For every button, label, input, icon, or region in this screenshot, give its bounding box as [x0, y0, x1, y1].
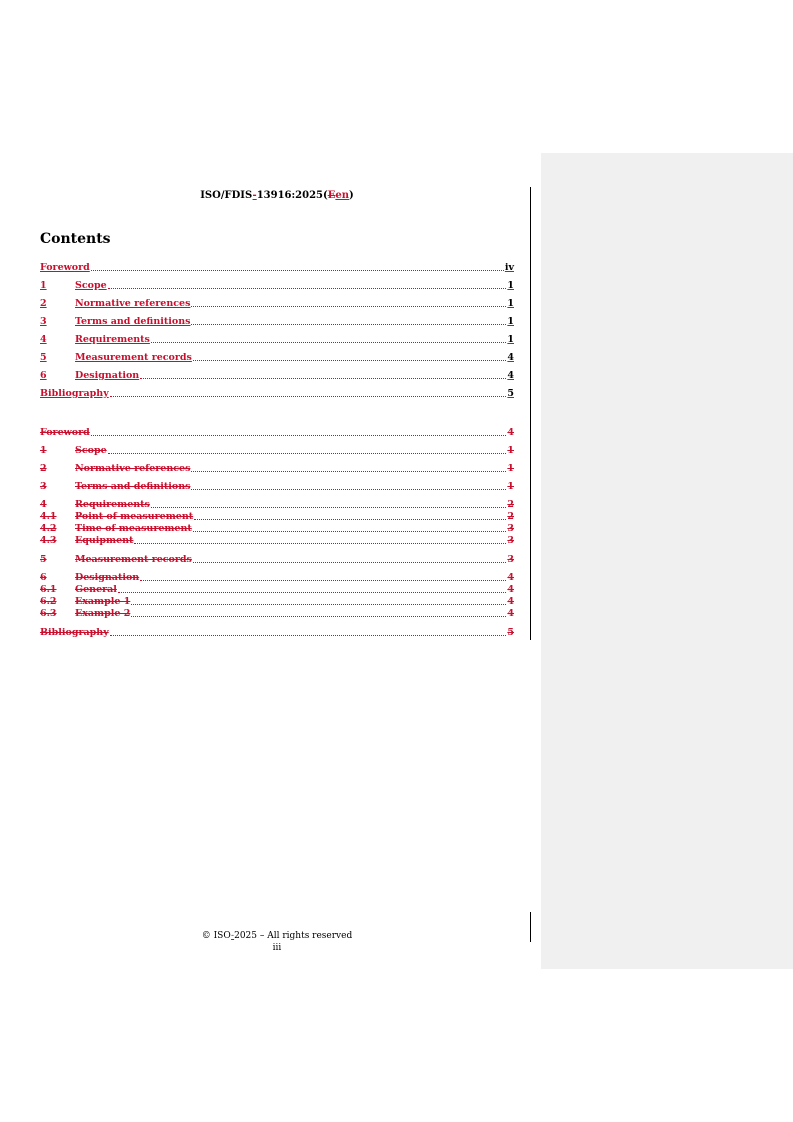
- toc-label: Example 2: [75, 608, 131, 619]
- toc-page: 3: [507, 535, 514, 546]
- toc-entry-designation[interactable]: [40, 370, 514, 382]
- comment-pane: [541, 153, 793, 969]
- toc-page: 5: [507, 388, 514, 399]
- toc-page: 3: [507, 554, 514, 565]
- toc-label: Requirements: [75, 334, 150, 345]
- toc-deleted-point-of-measurement[interactable]: [40, 511, 514, 523]
- toc-num: 6.1: [40, 584, 57, 595]
- toc-label: Scope: [75, 280, 107, 291]
- toc-num: 6.3: [40, 608, 57, 619]
- change-bar-footer: [530, 912, 531, 942]
- toc-page: 1: [507, 334, 514, 345]
- toc-page: 2: [507, 499, 514, 510]
- toc-deleted-general[interactable]: [40, 584, 514, 596]
- leader-dots: [131, 616, 506, 617]
- header-inserted-lang: en: [335, 190, 350, 201]
- header-suffix: ): [349, 190, 354, 201]
- toc-deleted-example-1[interactable]: [40, 596, 514, 608]
- leader-dots: [151, 507, 506, 508]
- header-number: 13916:2025(: [256, 190, 328, 201]
- toc-num: 2: [40, 298, 47, 309]
- toc-label: Time of measurement: [75, 523, 192, 534]
- toc-label: Normative references: [75, 298, 191, 309]
- toc-label: Scope: [75, 445, 107, 456]
- toc-deleted-time-of-measurement[interactable]: [40, 523, 514, 535]
- toc-num: 1: [40, 445, 47, 456]
- leader-dots: [118, 592, 506, 593]
- toc-label: Bibliography: [40, 388, 109, 399]
- toc-entry-terms-definitions[interactable]: [40, 316, 514, 328]
- toc-label: Designation: [75, 370, 140, 381]
- toc-page: 3: [507, 523, 514, 534]
- toc-num: 6.2: [40, 596, 57, 607]
- change-bar: [530, 187, 531, 640]
- toc-entry-bibliography[interactable]: [40, 388, 514, 400]
- toc-label: Measurement records: [75, 352, 192, 363]
- copyright-text: © ISO: [201, 931, 232, 941]
- toc-page: 4: [507, 596, 514, 607]
- leader-dots: [193, 531, 507, 532]
- leader-dots: [194, 519, 506, 520]
- toc-label: Example 1: [75, 596, 131, 607]
- toc-page: 4: [507, 584, 514, 595]
- toc-entry-normative-references[interactable]: [40, 298, 514, 310]
- leader-dots: [191, 489, 506, 490]
- copyright-rights: – All rights reserved: [257, 931, 353, 941]
- leader-dots: [131, 604, 506, 605]
- toc-page: 4: [507, 427, 514, 438]
- toc-num: 4.3: [40, 535, 57, 546]
- leader-dots: [140, 378, 506, 379]
- toc-deleted-foreword[interactable]: [40, 427, 514, 439]
- toc-page: 2: [507, 511, 514, 522]
- toc-page: 4: [507, 370, 514, 381]
- toc-page: 5: [507, 627, 514, 638]
- toc-entry-foreword[interactable]: [40, 262, 514, 274]
- toc-deleted-example-2[interactable]: [40, 608, 514, 620]
- toc-label: Measurement records: [75, 554, 192, 565]
- toc-num: 3: [40, 481, 47, 492]
- toc-entry-measurement-records[interactable]: [40, 352, 514, 364]
- toc-page: 1: [507, 316, 514, 327]
- toc-label: Point of measurement: [75, 511, 194, 522]
- leader-dots: [140, 580, 506, 581]
- page-footer: [40, 930, 514, 954]
- toc-num: 2: [40, 463, 47, 474]
- toc-label: Normative references: [75, 463, 191, 474]
- toc-label: Terms and definitions: [75, 316, 191, 327]
- leader-dots: [191, 471, 506, 472]
- toc-deleted-equipment[interactable]: [40, 535, 514, 547]
- leader-dots: [110, 396, 507, 397]
- toc-num: 3: [40, 316, 47, 327]
- toc-num: 4: [40, 334, 47, 345]
- toc-deleted-scope[interactable]: [40, 445, 514, 457]
- toc-page: 1: [507, 298, 514, 309]
- leader-dots: [108, 453, 507, 454]
- toc-num: 6: [40, 572, 47, 583]
- toc-label: Foreword: [40, 427, 90, 438]
- toc-deleted-terms-definitions[interactable]: [40, 481, 514, 493]
- toc-label: Terms and definitions: [75, 481, 191, 492]
- leader-dots: [193, 562, 506, 563]
- toc-deleted-designation[interactable]: [40, 572, 514, 584]
- leader-dots: [108, 288, 507, 289]
- toc-deleted-requirements[interactable]: [40, 499, 514, 511]
- copyright-year: 2025: [234, 931, 257, 941]
- copyright-line: [40, 930, 514, 942]
- leader-dots: [134, 543, 506, 544]
- toc-num: 5: [40, 554, 47, 565]
- toc-label: General: [75, 584, 117, 595]
- toc-entry-scope[interactable]: [40, 280, 514, 292]
- toc-label: Designation: [75, 572, 140, 583]
- leader-dots: [91, 270, 504, 271]
- toc-num: 1: [40, 280, 47, 291]
- document-header: [40, 190, 514, 201]
- leader-dots: [91, 435, 507, 436]
- toc-label: Requirements: [75, 499, 150, 510]
- toc-page: 4: [507, 352, 514, 363]
- header-prefix: ISO/FDIS: [200, 190, 253, 201]
- toc-label: Equipment: [75, 535, 134, 546]
- toc-deleted-bibliography[interactable]: [40, 627, 514, 639]
- copyright-inserted-dash: -: [231, 931, 235, 941]
- toc-deleted-measurement-records[interactable]: [40, 554, 514, 566]
- toc-page: 1: [507, 463, 514, 474]
- header-inserted-dash: -: [252, 190, 257, 201]
- leader-dots: [151, 342, 506, 343]
- toc-num: 4: [40, 499, 47, 510]
- toc-num: 6: [40, 370, 47, 381]
- leader-dots: [193, 360, 506, 361]
- contents-title: Contents: [40, 231, 111, 247]
- toc-page: 1: [507, 280, 514, 291]
- leader-dots: [191, 324, 506, 325]
- toc-num: 4.1: [40, 511, 57, 522]
- toc-entry-requirements[interactable]: [40, 334, 514, 346]
- toc-num: 5: [40, 352, 47, 363]
- toc-num: 4.2: [40, 523, 57, 534]
- header-deleted-lang: E: [327, 190, 336, 201]
- toc-page: 4: [507, 572, 514, 583]
- toc-deleted-normative-references[interactable]: [40, 463, 514, 475]
- leader-dots: [191, 306, 506, 307]
- toc-page: iv: [504, 262, 514, 273]
- toc-page: 1: [507, 481, 514, 492]
- toc-label: Foreword: [40, 262, 90, 273]
- toc-page: 4: [507, 608, 514, 619]
- toc-page: 1: [507, 445, 514, 456]
- toc-label: Bibliography: [40, 627, 109, 638]
- page-number: iii: [272, 943, 282, 953]
- leader-dots: [110, 635, 507, 636]
